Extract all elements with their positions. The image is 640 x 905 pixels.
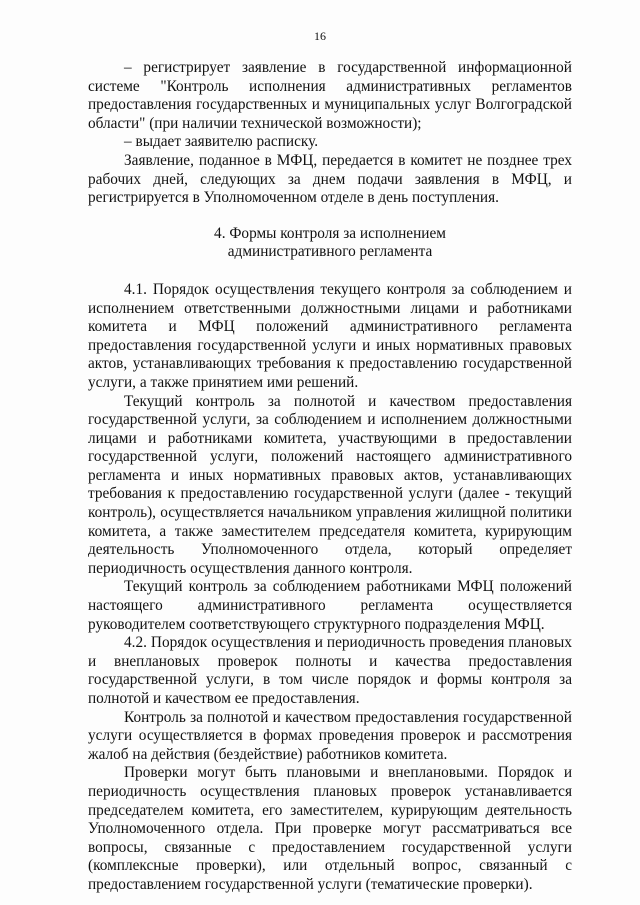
page-content (88, 59, 572, 895)
section-heading (88, 225, 572, 262)
section-heading-line-1: 4. Формы контроля за исполнением (214, 224, 446, 242)
paragraph-receipt: – выдает заявителю расписку. (124, 133, 319, 151)
paragraph-current-control: Текущий контроль за полнотой и качеством предоставления государственной услуги, за соблюдением и исполнением должностными лицами и работниками комитета, участвующими в предоставлении государственной услуги, положений настоящего административного регламента и иных нормативных правовых актов, устанавливающих требования к предоставлению государственной услуги (далее - текущий контроль), осуществляется начальником управления жилищной политики комитета, а также заместителем председателя комитета, курирующим деятельность Уполномоченного отдела, который определяет периодичность осуществления данного контроля. (88, 392, 572, 577)
paragraph-mfc-transfer: Заявление, поданное в МФЦ, передается в комитет не позднее трех рабочих дней, следующих за днем подачи заявления в МФЦ, и регистрируется в Уполномоченном отделе в день поступления. (88, 151, 572, 207)
paragraph-registration: – регистрирует заявление в государственной информационной системе "Контроль исполнения административных регламентов предоставления государственных и муниципальных услуг Волгоградской области" (при наличии технической возможности); (88, 59, 572, 132)
page-number: 16 (314, 29, 326, 43)
paragraph-4-1: 4.1. Порядок осуществления текущего контроля за соблюдением и исполнением ответственными должностными лицами и работниками комитета и МФЦ положений административного регламента предоставления государственной услуги и иных нормативных правовых актов, устанавливающих требования к предоставлению государственной услуги, а также принятием ими решений. (88, 280, 572, 391)
paragraph-control-forms: Контроль за полнотой и качеством предоставления государственной услуги осуществляется в формах проведения проверок и рассмотрения жалоб на действия (бездействие) работников комитета. (88, 708, 572, 763)
paragraph-mfc-control: Текущий контроль за соблюдением работниками МФЦ положений настоящего административного регламента осуществляется руководителем соответствующего структурного подразделения МФЦ. (88, 578, 572, 633)
paragraph-4-2: 4.2. Порядок осуществления и периодичность проведения плановых и внеплановых проверок полноты и качества предоставления государственной услуги, в том числе порядок и формы контроля за полнотой и качеством ее предоставления. (88, 634, 572, 707)
section-heading-line-2: административного регламента (227, 243, 433, 261)
paragraph-inspections: Проверки могут быть плановыми и внеплановыми. Порядок и периодичность осуществления плановых проверок устанавливается председателем комитета, его заместителем, курирующим деятельность Уполномоченного отдела. При проверке могут рассматриваться все вопросы, связанные с предоставлением государственной услуги (комплексные проверки), или отдельный вопрос, связанный с предоставлением государственной услуги (тематические проверки). (88, 764, 572, 893)
